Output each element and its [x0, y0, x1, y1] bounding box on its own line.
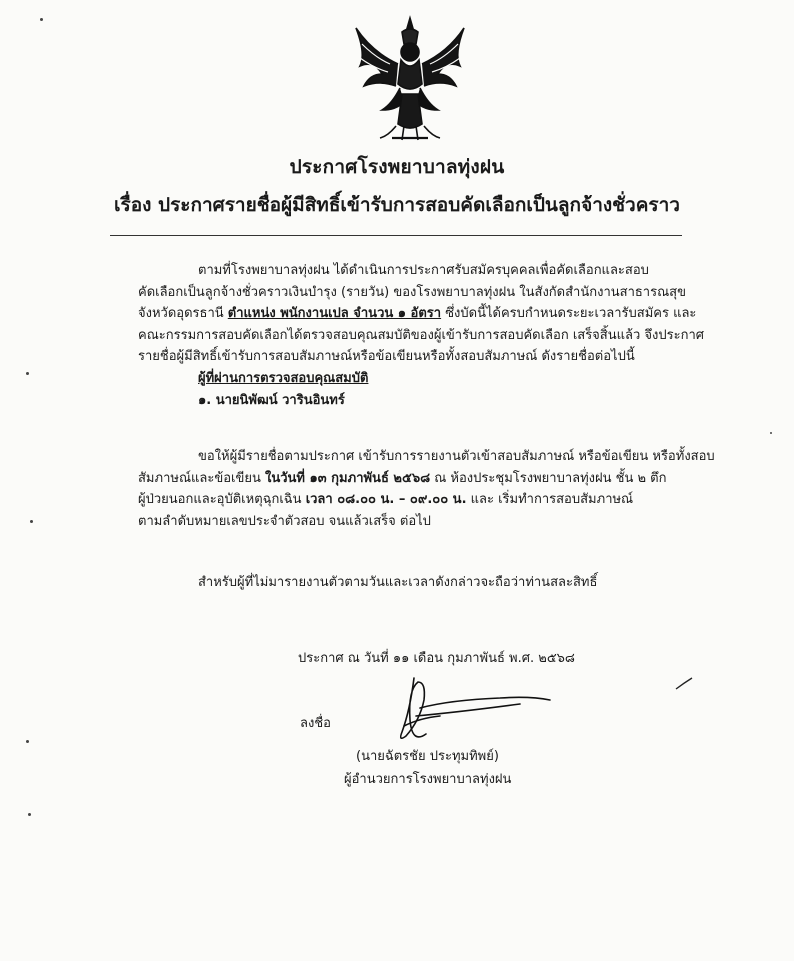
exam-time-text: เวลา ๐๘.๐๐ น. – ๐๙.๐๐ น. [305, 492, 467, 507]
paper-speck [30, 520, 33, 523]
position-count-text: ตำแหน่ง พนักงานเปล จำนวน ๑ อัตรา [227, 306, 442, 321]
pen-mark-icon [674, 675, 694, 691]
intro-line-3 [138, 303, 697, 325]
intro-line-5: รายชื่อผู้มีสิทธิ์เข้ารับการสอบสัมภาษณ์หรือข้อเขียนหรือทั้งสอบสัมภาษณ์ ดังรายชื่อต่อไปนี้ [138, 349, 635, 364]
passed-heading: ผู้ที่ผ่านการตรวจสอบคุณสมบัติ [198, 371, 369, 386]
paper-speck [26, 372, 29, 375]
intro-line-1: ตามที่โรงพยาบาลทุ่งฝน ได้ดำเนินการประกาศรับสมัครบุคคลเพื่อคัดเลือกและสอบ [198, 263, 649, 278]
schedule-line-4: ตามลำดับหมายเลขประจำตัวสอบ จนแล้วเสร็จ ต่อไป [138, 513, 431, 529]
intro-line-4: คณะกรรมการสอบคัดเลือกได้ตรวจสอบคุณสมบัติของผู้เข้ารับการสอบคัดเลือก เสร็จสิ้นแล้ว จึงประกาศ [138, 327, 705, 343]
province-text: จังหวัดอุดรธานี [138, 306, 228, 321]
passed-list-item: ๑. นายนิพัฒน์ วารินอินทร์ [198, 393, 345, 408]
announced-date: ประกาศ ณ วันที่ ๑๑ เดือน กุมภาพันธ์ พ.ศ. ๒๕๖๘ [298, 651, 575, 666]
schedule-line-3 [138, 489, 680, 511]
forfeit-notice: สำหรับผู้ที่ไม่มารายงานตัวตามวันและเวลาดังกล่าวจะถือว่าท่านสละสิทธิ์ [198, 575, 598, 590]
signer-name: (นายฉัตรชัย ประทุมทิพย์) [356, 749, 499, 764]
garuda-emblem-icon [352, 14, 468, 144]
sign-label: ลงชื่อ [300, 716, 331, 731]
announcement-subject: เรื่อง ประกาศรายชื่อผู้มีสิทธิ์เข้ารับการสอบคัดเลือกเป็นลูกจ้างชั่วคราว [114, 194, 680, 216]
paper-speck [26, 740, 29, 743]
deadline-text: ซึ่งบัดนี้ได้ครบกำหนดระยะเวลารับสมัคร และ [441, 306, 697, 321]
exam-type-text: สัมภาษณ์และข้อเขียน [138, 470, 265, 486]
paper-speck [40, 18, 43, 21]
handwritten-signature [380, 660, 570, 750]
paper-speck [28, 813, 31, 816]
intro-paragraph [138, 260, 705, 368]
interview-start-text: และ เริ่มทำการสอบสัมภาษณ์ [466, 492, 634, 507]
schedule-line-1: ขอให้ผู้มีรายชื่อตามประกาศ เข้ารับการรายงานตัวเข้าสอบสัมภาษณ์ หรือข้อเขียน หรือทั้งสอบ [198, 449, 715, 464]
building-text: ผู้ป่วยนอกและอุบัติเหตุฉุกเฉิน [138, 492, 306, 507]
exam-date-text: ในวันที่ ๑๓ กุมภาพันธ์ ๒๕๖๘ [265, 470, 431, 486]
title-divider [110, 235, 682, 236]
schedule-paragraph [138, 446, 715, 532]
announcement-title: ประกาศโรงพยาบาลทุ่งฝน [289, 156, 505, 178]
paper-speck [770, 432, 772, 434]
intro-line-2: คัดเลือกเป็นลูกจ้างชั่วคราวเงินบำรุง (รายวัน) ของโรงพยาบาลทุ่งฝน ในสังกัดสำนักงานสาธารณสุข [138, 284, 686, 300]
signer-position: ผู้อำนวยการโรงพยาบาลทุ่งฝน [344, 772, 512, 787]
exam-location-text: ณ ห้องประชุมโรงพยาบาลทุ่งฝน ชั้น ๒ ตึก [430, 470, 667, 486]
schedule-line-2 [138, 468, 680, 490]
